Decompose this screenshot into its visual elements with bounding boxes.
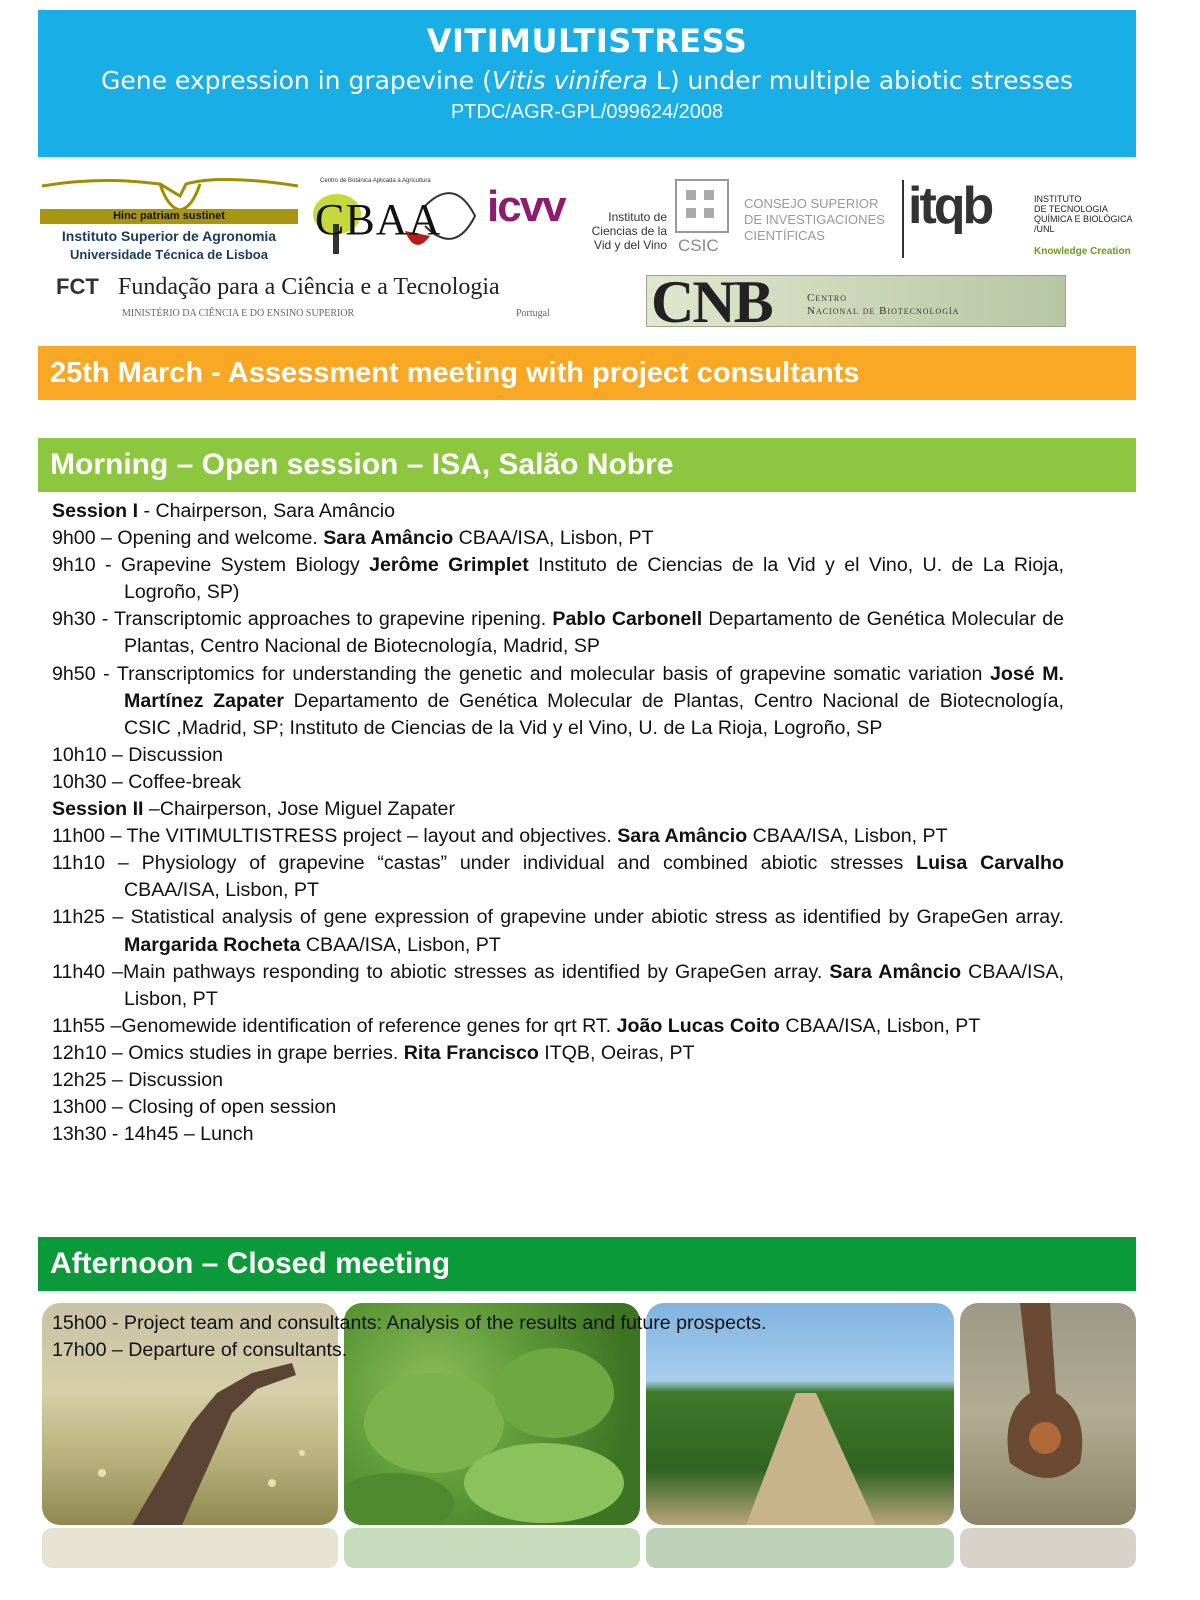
program-item: 10h30 – Coffee-break (52, 770, 242, 793)
speaker-name: Luisa Carvalho (916, 852, 1064, 875)
itqb-divider (902, 180, 904, 258)
afternoon-program (52, 1310, 766, 1364)
item-time-topic: 11h40 –Main pathways responding to abiotic stresses as identified by GrapeGen array. (52, 960, 830, 983)
speaker-affiliation: CBAA/ISA, Lisbon, PT (124, 960, 1065, 1010)
program-item (52, 661, 1064, 742)
cnb-text: CNB (651, 269, 772, 335)
csic-emblem-icon (674, 178, 730, 234)
itqb-text-4: /UNL (1034, 224, 1055, 234)
subtitle-text-2: L) under multiple abiotic stresses (647, 66, 1073, 95)
fct-country: Portugal (516, 308, 550, 319)
speaker-affiliation: CBAA/ISA, Lisbon, PT (453, 527, 654, 550)
cbaa-logo (305, 178, 485, 268)
csic-text-1: CONSEJO SUPERIOR (744, 196, 879, 211)
cbaa-text: CBAA (315, 195, 442, 244)
speaker-affiliation: Instituto de Ciencias de la Vid y el Vino, U. de La Rioja, Logroño, SP) (124, 554, 1064, 604)
photo-reflection (42, 1528, 338, 1568)
program-item (52, 823, 1064, 850)
program-item (52, 850, 1064, 904)
speaker-affiliation: CBAA/ISA, Lisbon, PT (779, 1014, 981, 1037)
program-item (52, 959, 1064, 1013)
cnb-text-1: Centro (807, 292, 848, 304)
cnb-logo (646, 269, 1066, 335)
fct-ministry: MINISTÉRIO DA CIÊNCIA E DO ENSINO SUPERIOR (122, 308, 355, 319)
item-time-topic: 9h50 - Transcriptomics for understanding the genetic and molecular basis of grapevine somatic variation (52, 662, 991, 685)
cnb-full-name (807, 292, 959, 318)
speaker-affiliation: Departamento de Genética Molecular de Plantas, Centro Nacional de Biotecnología, Madrid, SP (124, 608, 1064, 658)
csic-logo (674, 178, 899, 258)
header-banner (38, 10, 1136, 157)
program-item (52, 1013, 1064, 1040)
icvv-text (582, 210, 667, 252)
session-1-label: Session I (52, 500, 139, 522)
speaker-name: Sara Amâncio (617, 825, 748, 848)
itqb-text: itqb (908, 177, 992, 235)
morning-session-bar: Morning – Open session – ISA, Salão Nobre (38, 438, 1136, 492)
page-subtitle (38, 66, 1136, 95)
csic-text: CSIC (678, 236, 719, 255)
speaker-name: Sara Amâncio (829, 960, 962, 983)
photo-reflection (960, 1528, 1136, 1568)
speaker-name: Rita Francisco (403, 1041, 539, 1064)
speaker-name: Pablo Carbonell (552, 608, 703, 631)
program-item: 10h10 – Discussion (52, 743, 224, 766)
icvv-text-1: Instituto de (608, 210, 667, 224)
item-time-topic: 11h10 – Physiology of grapevine “castas” under individual and combined abiotic stresses (52, 852, 917, 875)
item-time-topic: 9h10 - Grapevine System Biology (52, 554, 370, 577)
speaker-affiliation: Departamento de Genética Molecular de Plantas, Centro Nacional de Biotecnología, CSIC ,Madrid, SP; Instituto de Ciencias de la Vid y el Vino, U. de La Rioja, Logroño, SP (124, 689, 1064, 739)
vine-trunk-shape (960, 1303, 1136, 1525)
isa-motto: Hinc patriam sustinet (40, 209, 298, 224)
itqb-text-1: INSTITUTO (1034, 194, 1082, 204)
fct-logo (56, 274, 566, 324)
speaker-affiliation: ITQB, Oeiras, PT (538, 1041, 695, 1064)
program-item: 13h00 – Closing of open session (52, 1096, 337, 1119)
session-1-chair: - Chairperson, Sara Amâncio (138, 500, 396, 522)
program-item (52, 904, 1064, 958)
program-item: 17h00 – Departure of consultants. (52, 1339, 348, 1361)
program-item (52, 525, 1064, 552)
speaker-name: Margarida Rocheta (124, 933, 301, 956)
itqb-text-2: DE TECNOLOGIA (1034, 204, 1108, 214)
itqb-text-3: QUÍMICA E BIOLÓGICA (1034, 214, 1133, 224)
cnb-text-2: Nacional de Biotecnología (807, 305, 960, 317)
project-code: PTDC/AGR-GPL/099624/2008 (450, 101, 724, 123)
icvv-text-2: Ciencias de la (591, 224, 667, 238)
isa-logo (40, 170, 300, 265)
isa-name: Instituto Superior de Agronomia (61, 228, 277, 244)
speaker-name: João Lucas Coito (616, 1014, 780, 1037)
item-time-topic: 9h30 - Transcriptomic approaches to grapevine ripening. (52, 608, 553, 631)
meeting-date-bar: 25th March - Assessment meeting with project consultants (38, 346, 1136, 400)
csic-full-name (744, 196, 885, 244)
csic-text-2: DE INVESTIGACIONES (744, 212, 885, 227)
afternoon-session-bar: Afternoon – Closed meeting (38, 1237, 1136, 1291)
program-item (52, 552, 1064, 606)
itqb-tagline: Knowledge Creation (1034, 246, 1131, 257)
photo-reflection (646, 1528, 954, 1568)
program-item: 15h00 - Project team and consultants: Analysis of the results and future prospects. (52, 1312, 767, 1334)
itqb-logo (902, 177, 1134, 260)
program-item: 13h30 - 14h45 – Lunch (52, 1123, 254, 1146)
speaker-affiliation: CBAA/ISA, Lisbon, PT (747, 825, 948, 848)
session-2-label: Session II (52, 798, 144, 821)
item-time-topic: 11h55 –Genomewide identification of reference genes for qrt RT. (52, 1014, 617, 1037)
session-1-heading (52, 498, 1064, 525)
speaker-affiliation: CBAA/ISA, Lisbon, PT (124, 879, 319, 902)
csic-text-3: CIENTÍFICAS (744, 228, 825, 243)
program-item (52, 1040, 1064, 1067)
page-title: VITIMULTISTRESS (426, 22, 748, 60)
speaker-name: Jerôme Grimplet (369, 554, 529, 577)
icvv-text-3: Vid y del Vino (594, 238, 667, 252)
speaker-name: Sara Amâncio (323, 527, 454, 550)
photo-reflection (344, 1528, 640, 1568)
subtitle-text-1: Gene expression in grapevine ( (101, 66, 492, 95)
speaker-affiliation: CBAA/ISA, Lisbon, PT (300, 933, 501, 956)
subtitle-italic: Vitis vinifera (491, 66, 648, 95)
icvv-letters: icvv (487, 182, 565, 231)
itqb-full-name (1034, 194, 1133, 234)
morning-program (52, 498, 1064, 1148)
item-time-topic: 11h25 – Statistical analysis of gene expression of grapevine under abiotic stress as identified by GrapeGen array. (52, 906, 1064, 929)
session-2-chair: –Chairperson, Jose Miguel Zapater (143, 798, 455, 821)
fct-abbr: FCT (56, 274, 99, 299)
speaker-name: José M. Martínez Zapater (124, 662, 1065, 712)
fct-name: Fundação para a Ciência e a Tecnologia (118, 274, 500, 300)
photo-vine-trunk (960, 1303, 1136, 1525)
program-item (52, 606, 1064, 660)
icvv-logo (487, 178, 672, 258)
cbaa-top-text: Centro de Botânica Aplicada à Agricultura (320, 178, 431, 184)
item-time-topic: 11h00 – The VITIMULTISTRESS project – layout and objectives. (52, 825, 618, 848)
program-item: 12h25 – Discussion (52, 1068, 224, 1091)
item-time-topic: 12h10 – Omics studies in grape berries. (52, 1041, 404, 1064)
item-time-topic: 9h00 – Opening and welcome. (52, 527, 324, 550)
session-2-heading (52, 796, 1064, 823)
isa-university: Universidade Técnica de Lisboa (70, 247, 268, 262)
